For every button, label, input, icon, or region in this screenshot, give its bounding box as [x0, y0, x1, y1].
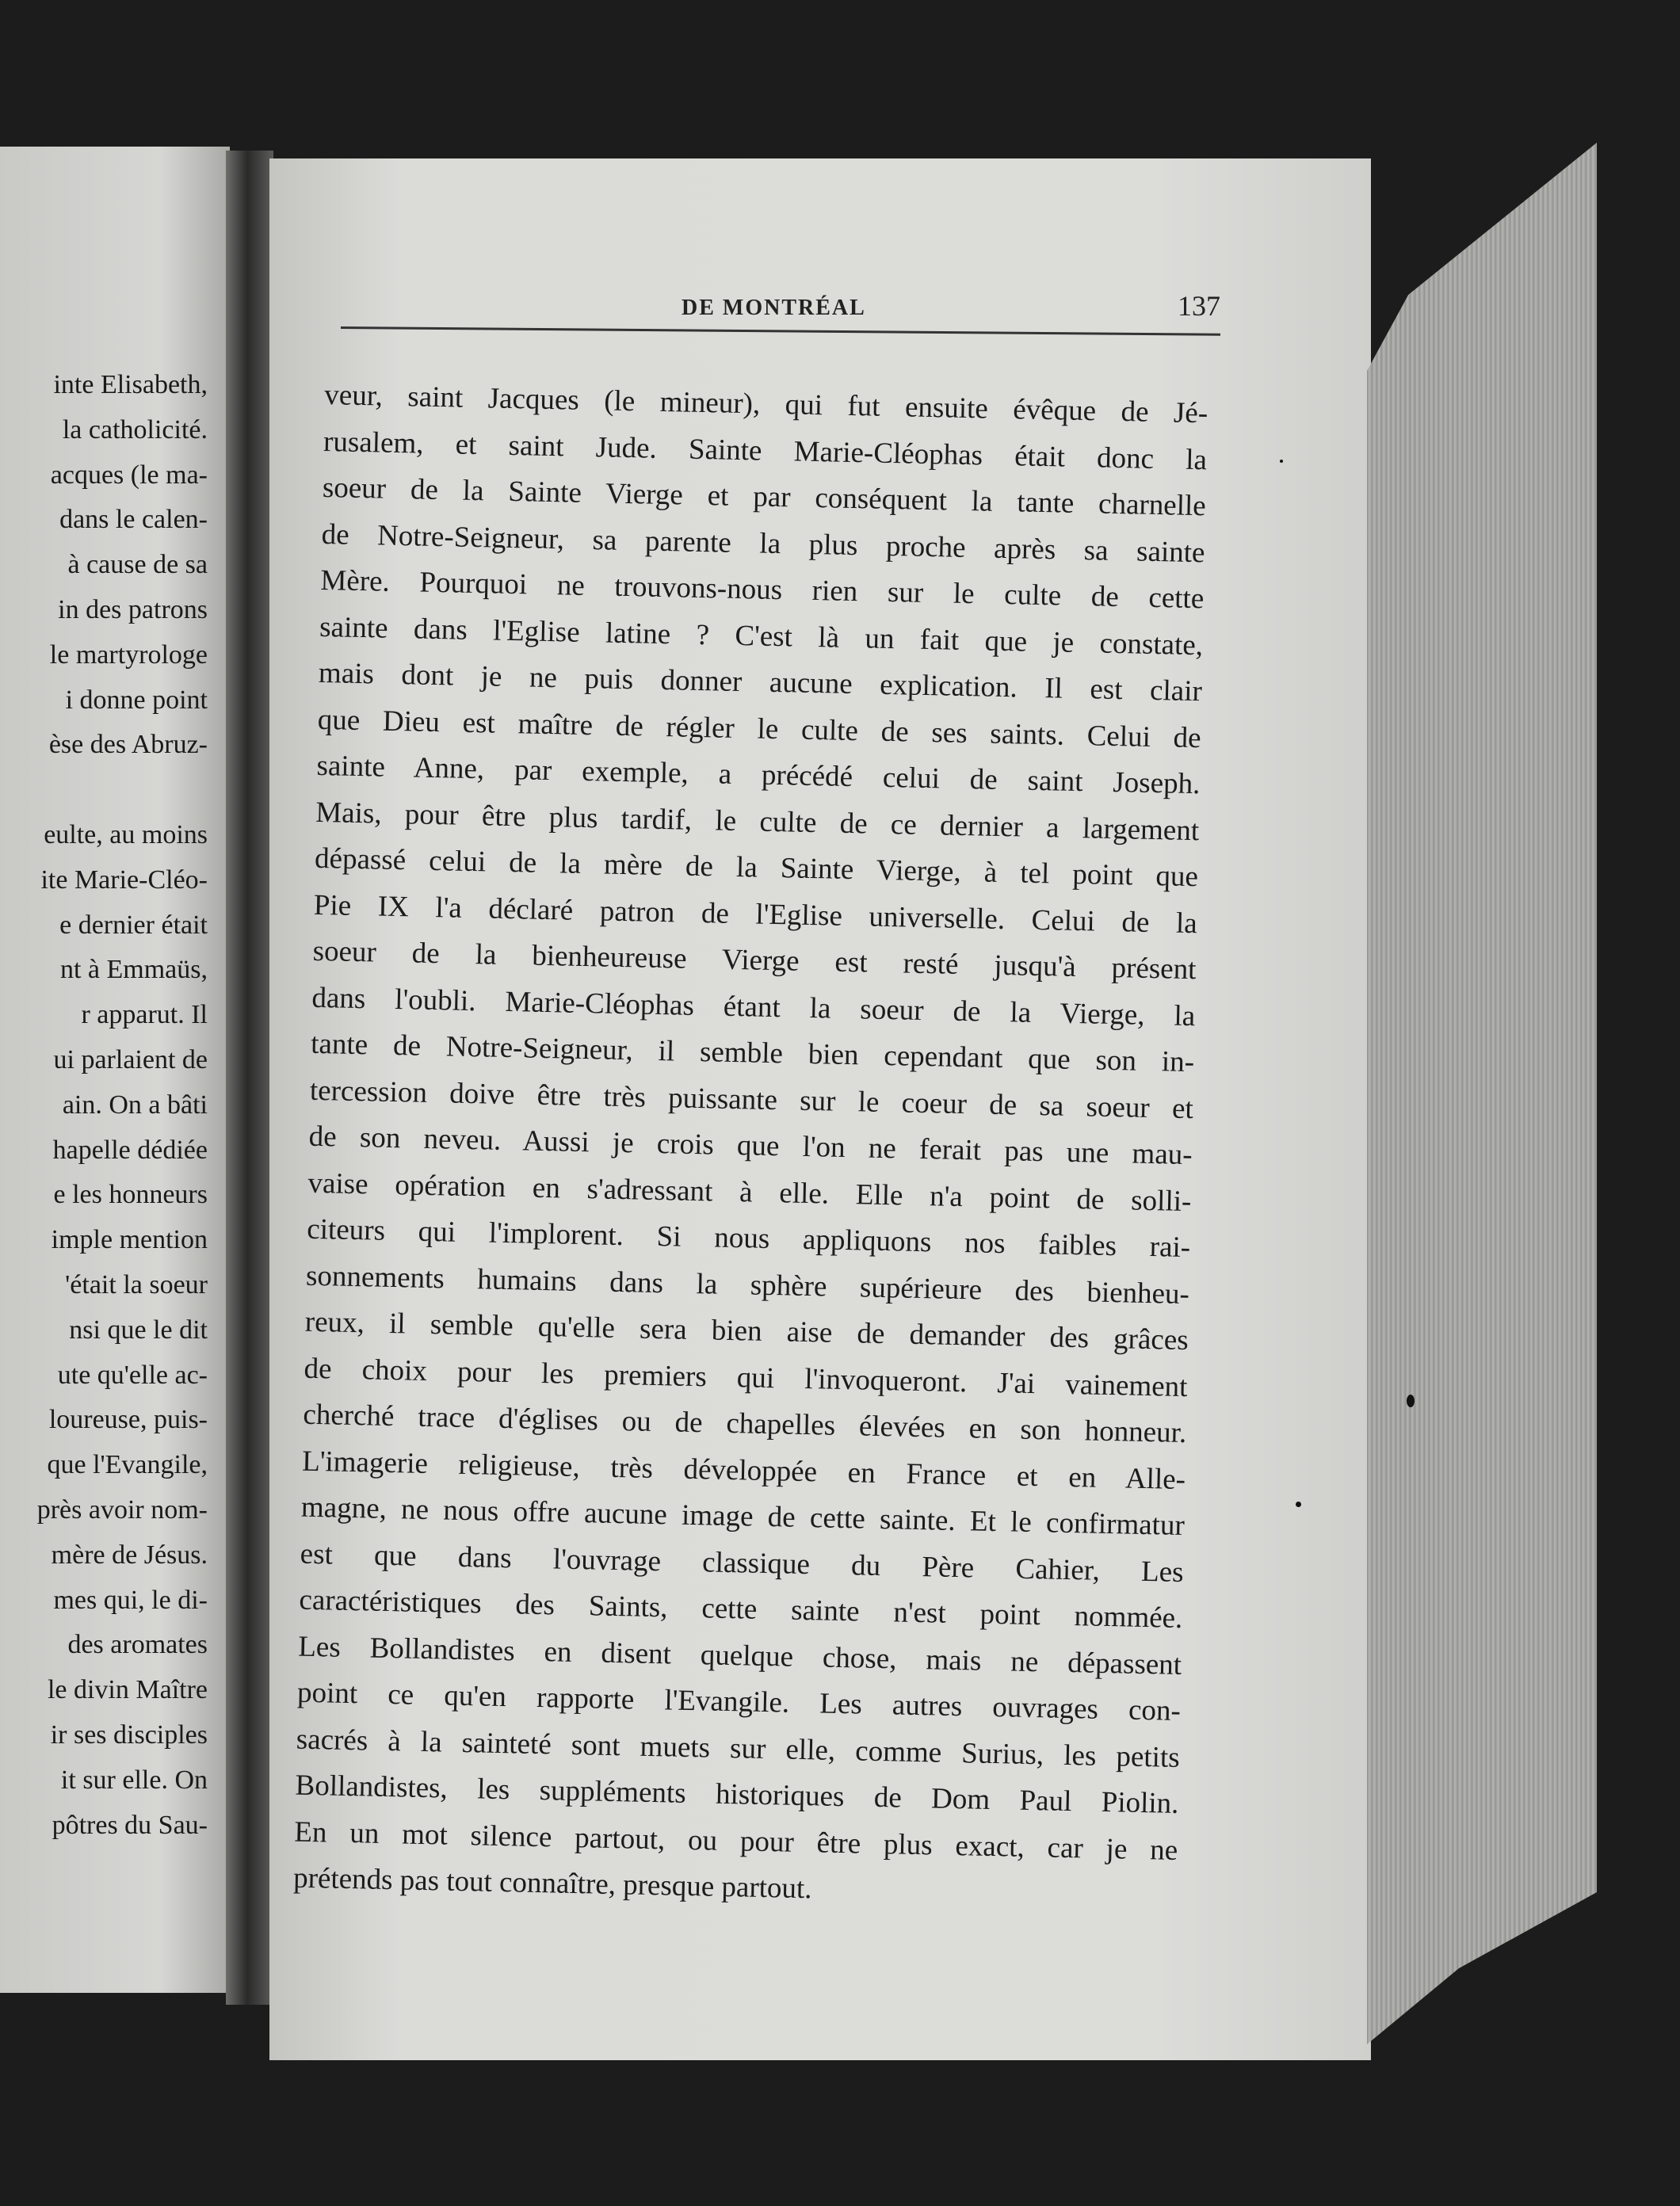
text-line: it sur elle. On — [60, 1765, 208, 1795]
text-line: Bollandistes, les suppléments historiques de Dom Paul Piolin. — [295, 1769, 1179, 1820]
left-page-text — [0, 363, 208, 1848]
page-edges — [1367, 143, 1597, 2044]
text-line: soeur de la bienheureuse Vierge est resté jusqu'à présent — [312, 934, 1197, 987]
text-line: que Dieu est maître de régler le culte de ses saints. Celui de — [317, 703, 1202, 754]
text-line: ain. On a bâti — [62, 1090, 208, 1120]
text-line: 'était la soeur — [65, 1269, 208, 1300]
text-line: Mais, pour être plus tardif, le culte de ce dernier a largement — [315, 796, 1200, 847]
text-line: point ce qu'en rapporte l'Evangile. Les autres ouvrages con- — [296, 1676, 1182, 1727]
text-line — [0, 768, 208, 813]
text-line: acques (le ma- — [50, 460, 208, 490]
text-line: ir ses disciples — [50, 1719, 208, 1750]
text-line: hapelle dédiée — [52, 1135, 208, 1165]
text-line: mère de Jésus. — [51, 1540, 208, 1570]
text-line: à cause de sa — [67, 550, 208, 580]
text-line: dans le calen- — [59, 505, 208, 535]
text-line: ui parlaient de — [53, 1044, 208, 1074]
text-line: ite Marie-Cléo- — [40, 864, 208, 895]
right-page-text — [293, 372, 1208, 1920]
text-line: vaise opération en s'adressant à elle. Elle n'a point de solli- — [307, 1166, 1192, 1218]
text-line: rusalem, et saint Jude. Sainte Marie-Cléophas était donc la — [323, 425, 1208, 476]
text-line: nsi que le dit — [69, 1315, 208, 1345]
text-line: e dernier était — [59, 910, 208, 940]
text-line: le martyrologe — [49, 639, 208, 670]
text-line: r apparut. Il — [81, 1000, 208, 1030]
text-line: de choix pour les premiers qui l'invoqueront. J'ai vainement — [304, 1352, 1188, 1403]
page-number: 137 — [1178, 290, 1220, 322]
text-line: caractéristiques des Saints, cette sainte n'est point nommée. — [299, 1583, 1183, 1635]
text-line: pôtres du Sau- — [52, 1810, 208, 1840]
text-line: près avoir nom- — [36, 1494, 208, 1525]
text-line: reux, il semble qu'elle sera bien aise de demander des grâces — [304, 1305, 1189, 1357]
text-line: le divin Maître — [47, 1675, 208, 1705]
text-line: ute qu'elle ac- — [57, 1360, 208, 1390]
text-line: èse des Abruz- — [48, 730, 208, 760]
text-line: sacrés à la sainteté sont muets sur elle, comme Surius, les petits — [296, 1723, 1181, 1774]
text-line: Pie IX l'a déclaré patron de l'Eglise universelle. Celui de la — [313, 888, 1198, 940]
text-line: citeurs qui l'implorent. Si nous appliquons nos faibles rai- — [306, 1212, 1191, 1265]
text-line: En un mot silence partout, ou pour être plus exact, car je ne — [293, 1815, 1178, 1867]
text-line: la catholicité. — [62, 414, 208, 445]
text-line: in des patrons — [58, 594, 208, 624]
text-line: cherché trace d'églises ou de chapelles élevées en son honneur. — [303, 1398, 1187, 1450]
ink-speck — [1407, 1395, 1415, 1407]
text-line: sainte Anne, par exemple, a précédé celui de saint Joseph. — [316, 749, 1201, 801]
text-line: Mère. Pourquoi ne trouvons-nous rien sur le culte de cette — [320, 563, 1205, 616]
running-title: DE MONTRÉAL — [682, 296, 866, 320]
text-line: sainte dans l'Eglise latine ? C'est là un fait que je constate, — [319, 610, 1204, 662]
text-line: L'imagerie religieuse, très développée en France et en Alle- — [301, 1445, 1186, 1496]
text-line: que l'Evangile, — [47, 1450, 208, 1480]
text-line: prétends pas tout connaître, presque partout. — [292, 1861, 812, 1906]
text-line: Les Bollandistes en disent quelque chose, mais ne dépassent — [297, 1630, 1182, 1681]
text-line: mais dont je ne puis donner aucune explication. Il est clair — [318, 656, 1203, 708]
text-line: veur, saint Jacques (le mineur), qui fut ensuite évêque de Jé- — [323, 378, 1208, 430]
text-line: nt à Emmaüs, — [59, 955, 208, 985]
text-line: tercession doive être très puissante sur le coeur de sa soeur et — [309, 1074, 1194, 1125]
text-line: tante de Notre-Seigneur, il semble bien cependant que son in- — [310, 1027, 1195, 1079]
text-line: de son neveu. Aussi je crois que l'on ne ferait pas une mau- — [308, 1120, 1193, 1172]
ink-speck — [1296, 1502, 1301, 1507]
text-line: i donne point — [65, 685, 208, 715]
book-gutter — [226, 151, 273, 2005]
text-line: mes qui, le di- — [53, 1585, 208, 1615]
text-line: soeur de la Sainte Vierge et par conséquent la tante charnelle — [322, 471, 1207, 523]
ink-speck — [1280, 460, 1283, 463]
text-line: e les honneurs — [53, 1180, 208, 1210]
text-line: sonnements humains dans la sphère supérieure des bienheu- — [305, 1259, 1190, 1311]
text-line: des aromates — [67, 1630, 208, 1660]
text-line: dans l'oubli. Marie-Cléophas étant la soeur de la Vierge, la — [311, 981, 1196, 1032]
running-head — [341, 289, 1220, 325]
text-line: dépassé celui de la mère de la Sainte Vierge, à tel point que — [314, 842, 1199, 894]
text-line: imple mention — [51, 1225, 208, 1255]
text-line: eulte, au moins — [44, 819, 208, 849]
text-segment: magne, ne nous offre aucune image de cette sainte. Et le confirmatur — [300, 1490, 1186, 1543]
text-line: loureuse, puis- — [48, 1405, 208, 1435]
text-line: est que dans l'ouvrage classique du Père Cahier, Les — [300, 1537, 1184, 1589]
text-line: inte Elisabeth, — [53, 370, 208, 399]
text-line: de Notre-Seigneur, sa parente la plus proche après sa sainte — [321, 517, 1205, 569]
